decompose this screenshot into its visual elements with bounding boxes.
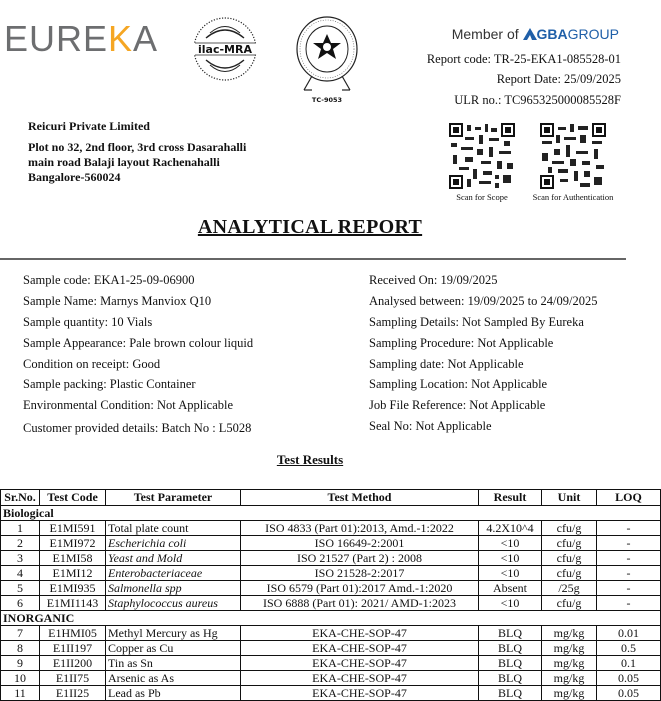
cell-test-parameter: Staphylococcus aureus	[106, 596, 241, 611]
cell-srno: 4	[1, 566, 40, 581]
cell-loq: 0.05	[597, 686, 661, 701]
cell-unit: cfu/g	[542, 596, 597, 611]
cell-test-parameter: Salmonella spp	[106, 581, 241, 596]
condition-on-receipt: Condition on receipt: Good	[23, 357, 161, 371]
sampling-procedure: Sampling Procedure: Not Applicable	[369, 336, 554, 350]
cell-test-parameter: Total plate count	[106, 521, 241, 536]
report-date: Report Date: 25/09/2025	[496, 72, 621, 86]
table-header-row	[1, 490, 661, 506]
report-title: ANALYTICAL REPORT	[197, 216, 423, 238]
cell-loq: -	[597, 566, 661, 581]
table-row	[1, 596, 661, 611]
cell-loq: 0.1	[597, 656, 661, 671]
cell-unit: mg/kg	[542, 671, 597, 686]
sampling-date: Sampling date: Not Applicable	[369, 357, 524, 371]
group-row	[1, 611, 661, 626]
group-label: Biological	[1, 506, 661, 521]
qr-scope[interactable]	[449, 123, 515, 202]
sample-name: Sample Name: Marnys Manviox Q10	[23, 294, 212, 308]
cell-loq: 0.01	[597, 626, 661, 641]
logo-text: EURE	[4, 18, 109, 59]
cell-srno: 5	[1, 581, 40, 596]
customer-provided-details: Customer provided details: Batch No : L5028	[23, 421, 252, 435]
logo-text-end: A	[133, 18, 159, 59]
client-address-line2: main road Balaji layout Rachenahalli	[28, 155, 220, 169]
cell-srno: 11	[1, 686, 40, 701]
cell-loq: -	[597, 521, 661, 536]
table-row	[1, 521, 661, 536]
analysed-between: Analysed between: 19/09/2025 to 24/09/2025	[369, 294, 598, 308]
cell-loq: 0.05	[597, 671, 661, 686]
cell-test-parameter: Tin as Sn	[106, 656, 241, 671]
col-test-parameter: Test Parameter	[106, 490, 241, 506]
client-address-line3: Bangalore-560024	[28, 170, 121, 184]
cell-test-method: EKA-CHE-SOP-47	[241, 671, 479, 686]
svg-text:ilac-MRA: ilac-MRA	[198, 43, 252, 56]
cell-result: <10	[479, 566, 542, 581]
cell-test-code: E1II75	[40, 671, 106, 686]
qr-code-icon	[449, 123, 515, 189]
table-row	[1, 581, 661, 596]
cell-test-method: EKA-CHE-SOP-47	[241, 656, 479, 671]
sample-code: Sample code: EKA1-25-09-06900	[23, 273, 195, 287]
cell-test-code: E1II197	[40, 641, 106, 656]
cell-test-method: ISO 21527 (Part 2) : 2008	[241, 551, 479, 566]
cell-test-parameter: Methyl Mercury as Hg	[106, 626, 241, 641]
cell-test-parameter: Lead as Pb	[106, 686, 241, 701]
cell-test-code: E1II25	[40, 686, 106, 701]
results-table	[0, 489, 661, 701]
member-suffix: GROUP	[567, 26, 619, 42]
nabl-code: TC-9053	[311, 96, 343, 104]
member-prefix: Member of	[451, 26, 519, 42]
cell-srno: 3	[1, 551, 40, 566]
cell-test-code: E1MI1143	[40, 596, 106, 611]
member-brand: GBA	[536, 26, 568, 42]
received-on: Received On: 19/09/2025	[369, 273, 498, 287]
cell-test-parameter: Enterobacteriaceae	[106, 566, 241, 581]
eureka-logo	[4, 18, 158, 60]
cell-srno: 10	[1, 671, 40, 686]
cell-loq: -	[597, 596, 661, 611]
gba-logo-icon	[523, 27, 537, 39]
cell-loq: -	[597, 581, 661, 596]
table-row	[1, 566, 661, 581]
table-row	[1, 686, 661, 701]
cell-unit: mg/kg	[542, 656, 597, 671]
qr-auth-caption: Scan for Authentication	[532, 192, 614, 202]
cell-test-parameter: Yeast and Mold	[106, 551, 241, 566]
logo-text-k: K	[108, 18, 134, 59]
cell-srno: 9	[1, 656, 40, 671]
ulr-number: ULR no.: TC965325000085528F	[454, 93, 621, 107]
report-code: Report code: TR-25-EKA1-085528-01	[426, 52, 621, 66]
member-of-gba	[452, 26, 619, 42]
cell-test-code: E1MI12	[40, 566, 106, 581]
cell-unit: mg/kg	[542, 641, 597, 656]
col-result: Result	[479, 490, 542, 506]
test-results-title: Test Results	[276, 452, 344, 467]
cell-result: BLQ	[479, 686, 542, 701]
cell-unit: mg/kg	[542, 686, 597, 701]
cell-loq: -	[597, 551, 661, 566]
cell-result: BLQ	[479, 656, 542, 671]
group-row	[1, 506, 661, 521]
cell-unit: cfu/g	[542, 521, 597, 536]
col-unit: Unit	[542, 490, 597, 506]
col-srno: Sr.No.	[1, 490, 40, 506]
cell-test-code: E1HMI05	[40, 626, 106, 641]
cell-srno: 1	[1, 521, 40, 536]
client-name: Reicuri Private Limited	[28, 119, 150, 133]
group-label: INORGANIC	[1, 611, 661, 626]
col-loq: LOQ	[597, 490, 661, 506]
cell-result: 4.2X10^4	[479, 521, 542, 536]
table-row	[1, 626, 661, 641]
sample-quantity: Sample quantity: 10 Vials	[23, 315, 153, 329]
table-row	[1, 551, 661, 566]
table-row	[1, 671, 661, 686]
cell-srno: 6	[1, 596, 40, 611]
cell-loq: 0.5	[597, 641, 661, 656]
cell-unit: cfu/g	[542, 566, 597, 581]
sample-packing: Sample packing: Plastic Container	[23, 377, 196, 391]
cell-test-code: E1MI591	[40, 521, 106, 536]
cell-unit: mg/kg	[542, 626, 597, 641]
divider	[0, 258, 626, 260]
nabl-seal-icon	[292, 14, 362, 106]
cell-result: Absent	[479, 581, 542, 596]
cell-test-parameter: Escherichia coli	[106, 536, 241, 551]
sampling-location: Sampling Location: Not Applicable	[369, 377, 548, 391]
cell-result: <10	[479, 596, 542, 611]
cell-result: <10	[479, 536, 542, 551]
environmental-condition: Environmental Condition: Not Applicable	[23, 398, 234, 412]
cell-srno: 8	[1, 641, 40, 656]
cell-test-method: EKA-CHE-SOP-47	[241, 641, 479, 656]
cell-test-method: ISO 6888 (Part 01): 2021/ AMD-1:2023	[241, 596, 479, 611]
cell-test-parameter: Arsenic as As	[106, 671, 241, 686]
cell-test-method: EKA-CHE-SOP-47	[241, 626, 479, 641]
table-row	[1, 536, 661, 551]
client-address-line1: Plot no 32, 2nd floor, 3rd cross Dasarahalli	[28, 140, 247, 154]
cell-loq: -	[597, 536, 661, 551]
seal-number: Seal No: Not Applicable	[369, 419, 492, 433]
cell-test-method: ISO 4833 (Part 01):2013, Amd.-1:2022	[241, 521, 479, 536]
cell-unit: cfu/g	[542, 551, 597, 566]
cell-result: <10	[479, 551, 542, 566]
cell-test-code: E1II200	[40, 656, 106, 671]
cell-test-code: E1MI972	[40, 536, 106, 551]
cell-srno: 7	[1, 626, 40, 641]
table-row	[1, 656, 661, 671]
cell-srno: 2	[1, 536, 40, 551]
col-test-code: Test Code	[40, 490, 106, 506]
cell-result: BLQ	[479, 626, 542, 641]
cell-test-parameter: Copper as Cu	[106, 641, 241, 656]
cell-result: BLQ	[479, 671, 542, 686]
cell-test-method: ISO 16649-2:2001	[241, 536, 479, 551]
cell-unit: cfu/g	[542, 536, 597, 551]
cell-test-method: ISO 21528-2:2017	[241, 566, 479, 581]
qr-code-icon	[540, 123, 606, 189]
cell-result: BLQ	[479, 641, 542, 656]
sampling-details: Sampling Details: Not Sampled By Eureka	[369, 315, 584, 329]
cell-test-code: E1MI58	[40, 551, 106, 566]
cell-test-method: ISO 6579 (Part 01):2017 Amd.-1:2020	[241, 581, 479, 596]
qr-scope-caption: Scan for Scope	[456, 192, 508, 202]
cell-test-code: E1MI935	[40, 581, 106, 596]
cell-unit: /25g	[542, 581, 597, 596]
qr-authentication[interactable]	[532, 123, 616, 202]
col-test-method: Test Method	[241, 490, 479, 506]
ilac-mra-seal-icon	[192, 16, 258, 82]
sample-appearance: Sample Appearance: Pale brown colour liquid	[23, 336, 254, 350]
cell-test-method: EKA-CHE-SOP-47	[241, 686, 479, 701]
table-row	[1, 641, 661, 656]
job-file-reference: Job File Reference: Not Applicable	[369, 398, 546, 412]
